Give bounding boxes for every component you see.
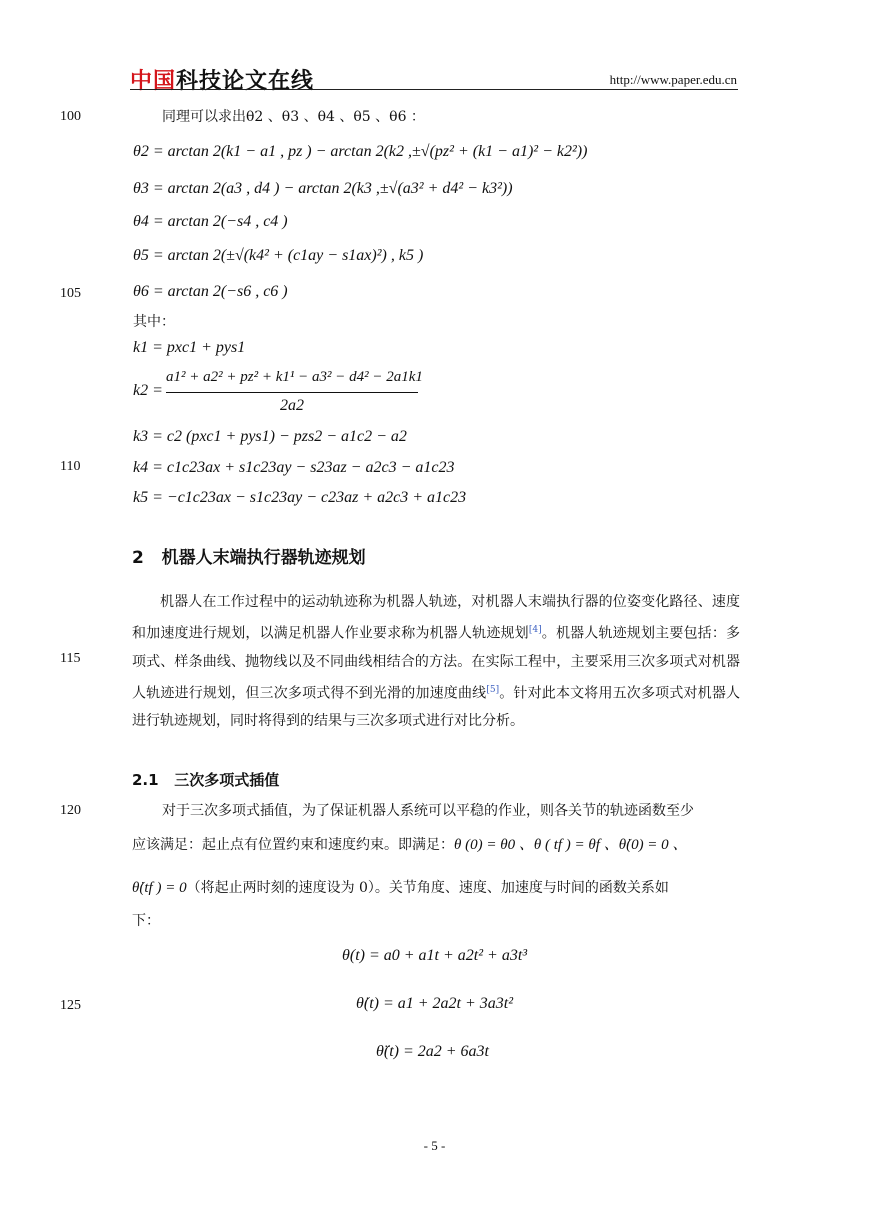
inline-math: θ (0) = θ0 、θ ( tf ) = θf 、θ̇(0) = 0 、	[454, 837, 688, 853]
section-title: 机器人末端执行器轨迹规划	[161, 548, 366, 568]
equation-velocity: θ̇(t) = a1 + 2a2t + 3a3t²	[356, 995, 514, 1012]
paragraph-text: 。机器人轨迹规划主要包括：多项式、样条曲线、抛物线以及不同曲线相结合的方法。在实际工程中，主要采用三次多项式对机器人轨迹进行规划，但三次多项式得不到光滑的加速度曲线	[132, 625, 741, 702]
subsection-paragraph-line4: 下：	[132, 913, 160, 929]
subsection-title: 三次多项式插值	[174, 771, 280, 789]
equation-k2-numerator: a1² + a2² + pz² + k1¹ − a3² − d4² − 2a1k1	[166, 369, 423, 385]
where-label: 其中：	[133, 314, 175, 330]
equation-k5: k5 = −c1c23ax − s1c23ay − c23az + a2c3 + a1c23	[133, 489, 467, 506]
subsection-paragraph-line2	[132, 831, 687, 859]
equation-k2-lhs: k2 =	[133, 382, 163, 399]
citation-link[interactable]: [4]	[528, 625, 542, 635]
inline-math: θ̇(tf ) = 0	[132, 880, 187, 896]
paragraph-text: 应该满足：起止点有位置约束和速度约束。即满足：	[132, 837, 454, 853]
fraction-bar	[166, 392, 418, 393]
section-heading	[132, 543, 366, 568]
site-logo	[130, 64, 314, 95]
logo-red-text: 中国	[130, 69, 177, 94]
equation-theta6: θ6 = arctan 2(−s6 , c6 )	[133, 283, 288, 300]
subsection-heading	[132, 769, 279, 790]
logo-black-text: 科技论文在线	[176, 69, 315, 94]
equation-theta2: θ2 = arctan 2(k1 − a1 , pz ) − arctan 2(k2 ,±√(pz² + (k1 − a1)² − k2²))	[133, 143, 588, 160]
line-number: 125	[60, 998, 81, 1013]
equation-k3: k3 = c2 (pxc1 + pys1) − pzs2 − a1c2 − a2	[133, 428, 407, 445]
line-number: 110	[60, 459, 81, 474]
line-number: 100	[60, 109, 81, 124]
subsection-number: 2.1	[132, 771, 159, 789]
equation-acceleration: θ̈(t) = 2a2 + 6a3t	[376, 1043, 489, 1060]
paragraph-text: （将起止两时刻的速度设为 0）。关节角度、速度、加速度与时间的函数关系如	[186, 880, 669, 896]
section-number: 2	[132, 548, 144, 568]
equation-k4: k4 = c1c23ax + s1c23ay − s23az − a2c3 − a1c23	[133, 459, 455, 476]
line-number: 105	[60, 286, 81, 301]
citation-link[interactable]: [5]	[486, 684, 500, 695]
intro-line: 同理可以求出θ2 、θ3 、θ4 、θ5 、θ6 ：	[162, 109, 425, 125]
line-number: 115	[60, 651, 81, 666]
subsection-paragraph-line1: 对于三次多项式插值，为了保证机器人系统可以平稳的作业，则各关节的轨迹函数至少	[162, 803, 694, 819]
section-paragraph	[132, 588, 740, 735]
equation-theta4: θ4 = arctan 2(−s4 , c4 )	[133, 213, 288, 230]
subsection-paragraph-line3	[132, 874, 669, 902]
paragraph-text: 机器人在工作过程中的运动轨迹称为机器人轨迹，对机器人末端执行器的位姿变化路径、速度和加速度进行规划，以满足机器人作业要求称为机器人轨迹规划	[132, 594, 740, 642]
paragraph-text: 。针对此本文将用五次多项式对机器人进行轨迹规划，同时将得到的结果与三次多项式进行对比分析。	[132, 685, 741, 730]
equation-k2-denominator: 2a2	[280, 397, 304, 414]
equation-theta3: θ3 = arctan 2(a3 , d4 ) − arctan 2(k3 ,±√(a3² + d4² − k3²))	[133, 180, 513, 197]
equation-theta5: θ5 = arctan 2(±√(k4² + (c1ay − s1ax)²) , k5 )	[133, 247, 424, 264]
line-number: 120	[60, 803, 81, 818]
equation-position: θ(t) = a0 + a1t + a2t² + a3t³	[342, 947, 528, 964]
page-number: - 5 -	[423, 1138, 446, 1153]
equation-k1: k1 = pxc1 + pys1	[133, 339, 246, 356]
header-url: http://www.paper.edu.cn	[609, 72, 737, 87]
header-divider	[130, 89, 738, 90]
